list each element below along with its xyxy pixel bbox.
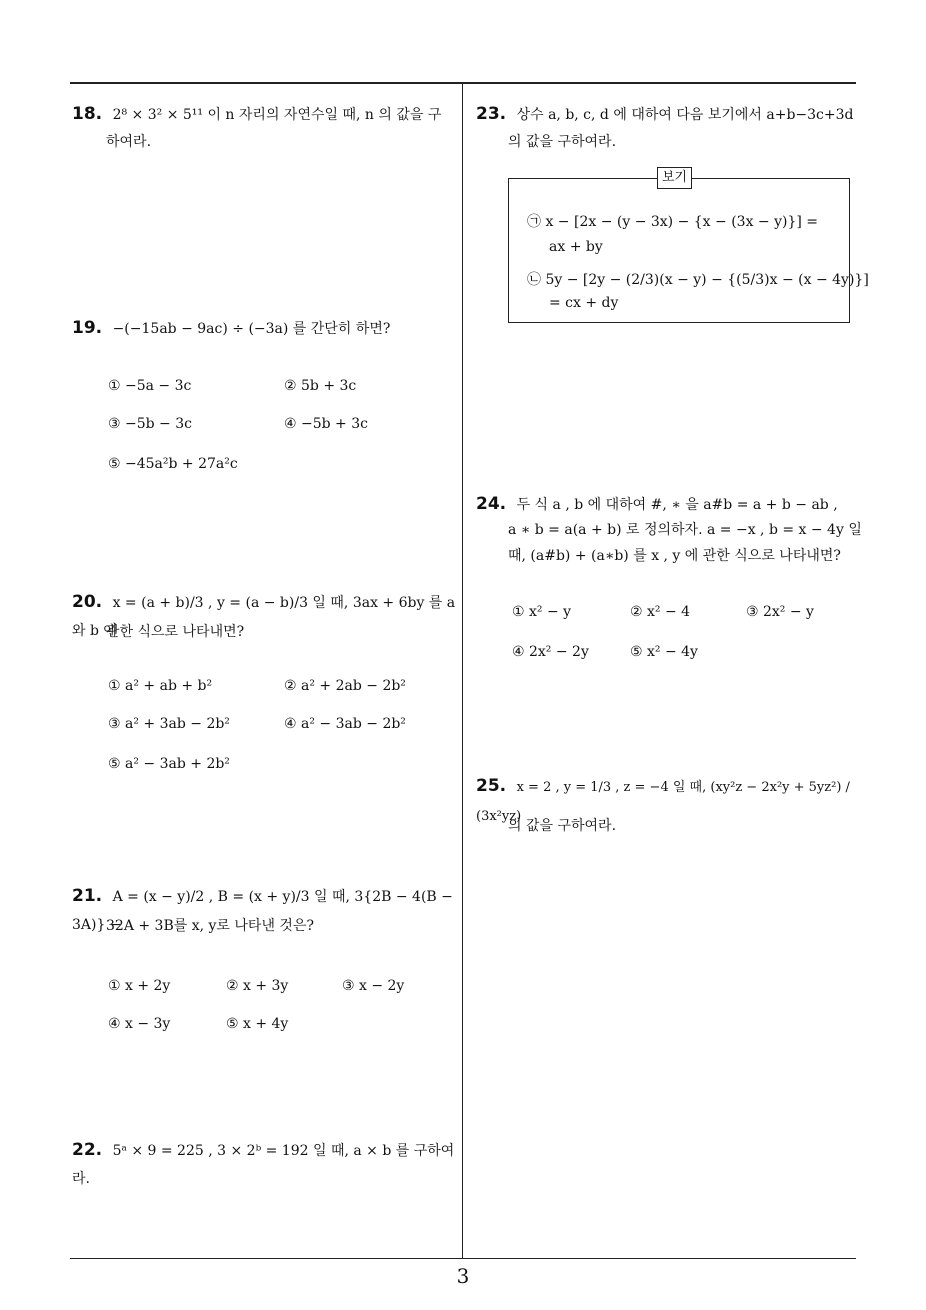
question-text: 5ᵃ × 9 = 225 , 3 × 2ᵇ = 192 일 때, a × b 를 구하여라. [72,1143,455,1187]
choice-5[interactable]: ⑤ x² − 4y [630,644,698,660]
question-number: 22. [72,1140,103,1160]
question-21-continued: 32A + 3B를 x, y로 나타낸 것은? [106,918,314,934]
choice-3[interactable]: ③ a² + 3ab − 2b² [108,716,230,732]
choice-3[interactable]: ③ 2x² − y [746,604,814,620]
question-number: 25. [476,776,507,796]
example-box [508,170,869,323]
question-18-continued: 하여라. [106,134,152,150]
choice-3[interactable]: ③ −5b − 3c [108,416,192,432]
choice-4[interactable]: ④ x − 3y [108,1016,171,1032]
example-box-title: 보기 [657,167,692,189]
question-text: 두 식 a , b 에 대하여 #, ∗ 을 a#b = a + b − ab , [516,497,838,513]
choice-4[interactable]: ④ 2x² − 2y [512,644,589,660]
bottom-rule [70,1258,856,1259]
choice-5[interactable]: ⑤ −45a²b + 27a²c [108,456,238,472]
question-24 [476,490,866,519]
choice-1[interactable]: ① x² − y [512,604,572,620]
question-19 [72,314,457,343]
question-18 [72,100,457,129]
question-23-continued: 의 값을 구하여라. [508,134,617,150]
question-text: A = (x − y)/2 , B = (x + y)/3 일 때, 3{2B − 4(B − 3A)} − [72,889,453,933]
page-number: 3 [456,1264,470,1288]
choice-1[interactable]: ① x + 2y [108,978,171,994]
choice-5[interactable]: ⑤ a² − 3ab + 2b² [108,756,230,772]
choice-2[interactable]: ② x² − 4 [630,604,691,620]
example-line-3: ㉡ 5y − [2y − (2/3)(x − y) − {(5/3)x − (x − 4y)}] [527,272,869,288]
question-number: 20. [72,592,103,612]
question-text: 2⁸ × 3² × 5¹¹ 이 n 자리의 자연수일 때, n 의 값을 구 [112,107,442,123]
question-number: 21. [72,886,103,906]
choice-3[interactable]: ③ x − 2y [342,978,405,994]
choice-1[interactable]: ① a² + ab + b² [108,678,213,694]
top-rule [70,82,856,84]
question-number: 24. [476,494,507,514]
question-23 [476,100,866,129]
question-25-continued: 의 값을 구하여라. [508,818,617,834]
question-text: 상수 a, b, c, d 에 대하여 다음 보기에서 a+b−3c+3d [516,107,854,123]
choice-2[interactable]: ② a² + 2ab − 2b² [284,678,406,694]
question-number: 19. [72,318,103,338]
example-line-1: ㉠ x − [2x − (y − 3x) − {x − (3x − y)}] = [527,214,819,230]
question-text: x = (a + b)/3 , y = (a − b)/3 일 때, 3ax + 6by 를 a 와 b 에 [72,595,456,639]
question-24-continued-1: a ∗ b = a(a + b) 로 정의하자. a = −x , b = x − 4y 일 [508,522,862,538]
question-22 [72,1136,457,1193]
question-number: 23. [476,104,507,124]
question-number: 18. [72,104,103,124]
choice-2[interactable]: ② x + 3y [226,978,289,994]
example-line-2: ax + by [549,239,603,255]
question-24-continued-2: 때, (a#b) + (a∗b) 를 x , y 에 관한 식으로 나타내면? [508,548,841,564]
question-text: −(−15ab − 9ac) ÷ (−3a) 를 간단히 하면? [112,321,391,337]
choice-4[interactable]: ④ a² − 3ab − 2b² [284,716,406,732]
choice-2[interactable]: ② 5b + 3c [284,378,357,394]
question-text: x = 2 , y = 1/3 , z = −4 일 때, (xy²z − 2x²y + 5yz²) / (3x²yz) [476,780,850,824]
choice-1[interactable]: ① −5a − 3c [108,378,192,394]
column-divider [462,82,463,1258]
question-20-continued: 관한 식으로 나타내면? [106,624,245,640]
choice-5[interactable]: ⑤ x + 4y [226,1016,289,1032]
choice-4[interactable]: ④ −5b + 3c [284,416,368,432]
example-line-4: = cx + dy [549,295,619,311]
